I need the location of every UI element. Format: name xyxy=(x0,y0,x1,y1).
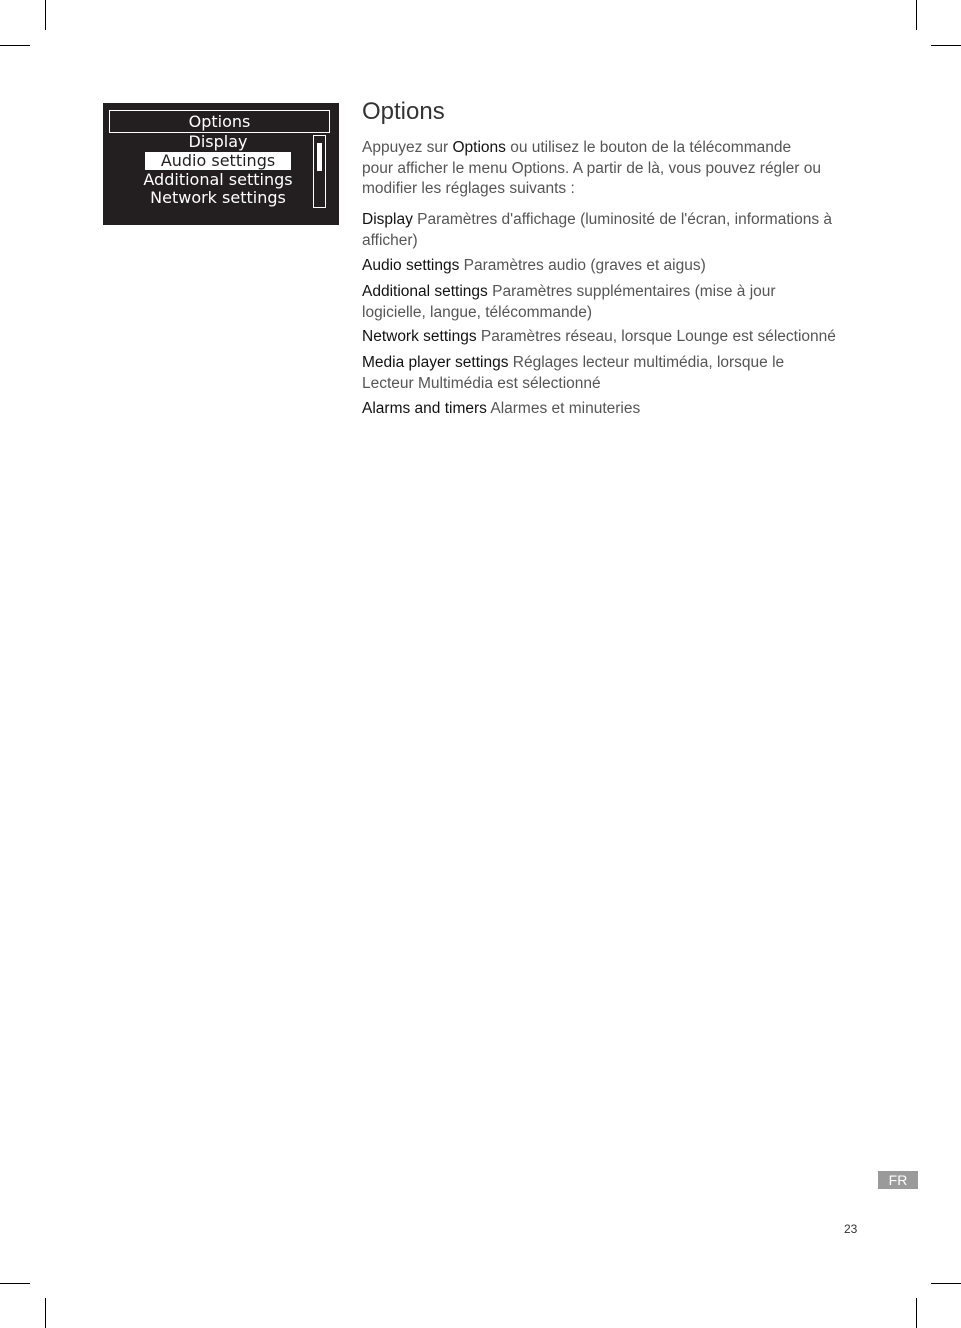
entry-desc: Alarmes et minuteries xyxy=(486,400,641,417)
intro-text: Appuyez sur xyxy=(362,139,453,156)
entry-term: Network settings xyxy=(362,328,477,345)
lcd-selected-label: Audio settings xyxy=(145,152,291,170)
entry-desc: Paramètres supplémentaires (mise à jour xyxy=(487,283,776,300)
entry-desc: Réglages lecteur multimédia, lorsque le xyxy=(508,354,785,371)
entry-desc: afficher) xyxy=(362,231,418,249)
entry-network-settings xyxy=(362,327,862,348)
entry-term: Additional settings xyxy=(362,283,488,300)
entry-additional-settings xyxy=(362,282,862,323)
entry-term: Media player settings xyxy=(362,354,509,371)
entry-media-player-settings xyxy=(362,353,862,394)
entry-term: Display xyxy=(362,211,413,228)
device-display xyxy=(103,103,339,225)
lcd-menu-item-display: Display xyxy=(188,132,248,151)
entry-desc: Paramètres réseau, lorsque Lounge est sélectionné xyxy=(476,328,836,345)
entry-term: Audio settings xyxy=(362,257,460,274)
entry-desc: Paramètres d'affichage (luminosité de l'écran, informations à xyxy=(412,211,833,228)
lcd-menu-title: Options xyxy=(109,110,330,133)
crop-mark xyxy=(931,1283,961,1284)
lcd-scroll-thumb xyxy=(317,143,322,171)
page-number: 23 xyxy=(844,1222,858,1236)
lcd-scrollbar xyxy=(313,135,326,208)
lcd-menu-item-network-settings: Network settings xyxy=(150,188,286,207)
intro-text: ou utilisez le bouton de la télécommande xyxy=(505,139,792,156)
entry-desc: Paramètres audio (graves et aigus) xyxy=(459,257,706,274)
entry-display xyxy=(362,210,862,251)
lcd-menu-item-additional-settings: Additional settings xyxy=(143,170,293,189)
intro-text: modifier les réglages suivants : xyxy=(362,180,575,197)
intro-paragraph xyxy=(362,138,852,200)
language-tab: FR xyxy=(878,1171,918,1189)
section-heading: Options xyxy=(362,98,445,125)
crop-mark xyxy=(45,1298,46,1328)
entry-term: Alarms and timers xyxy=(362,400,487,417)
entry-desc: Lecteur Multimédia est sélectionné xyxy=(362,374,601,392)
crop-mark xyxy=(916,1298,917,1328)
intro-keyword: Options xyxy=(452,139,506,156)
crop-mark xyxy=(45,0,46,30)
entry-audio-settings xyxy=(362,256,862,277)
lcd-menu-item-audio-settings xyxy=(109,152,327,170)
entry-alarms-and-timers xyxy=(362,399,862,420)
crop-mark xyxy=(0,45,30,46)
crop-mark xyxy=(916,0,917,30)
entry-desc: logicielle, langue, télécommande) xyxy=(362,303,593,321)
intro-text: pour afficher le menu Options. A partir de là, vous pouvez régler ou xyxy=(362,159,821,177)
crop-mark xyxy=(931,45,961,46)
crop-mark xyxy=(0,1283,30,1284)
